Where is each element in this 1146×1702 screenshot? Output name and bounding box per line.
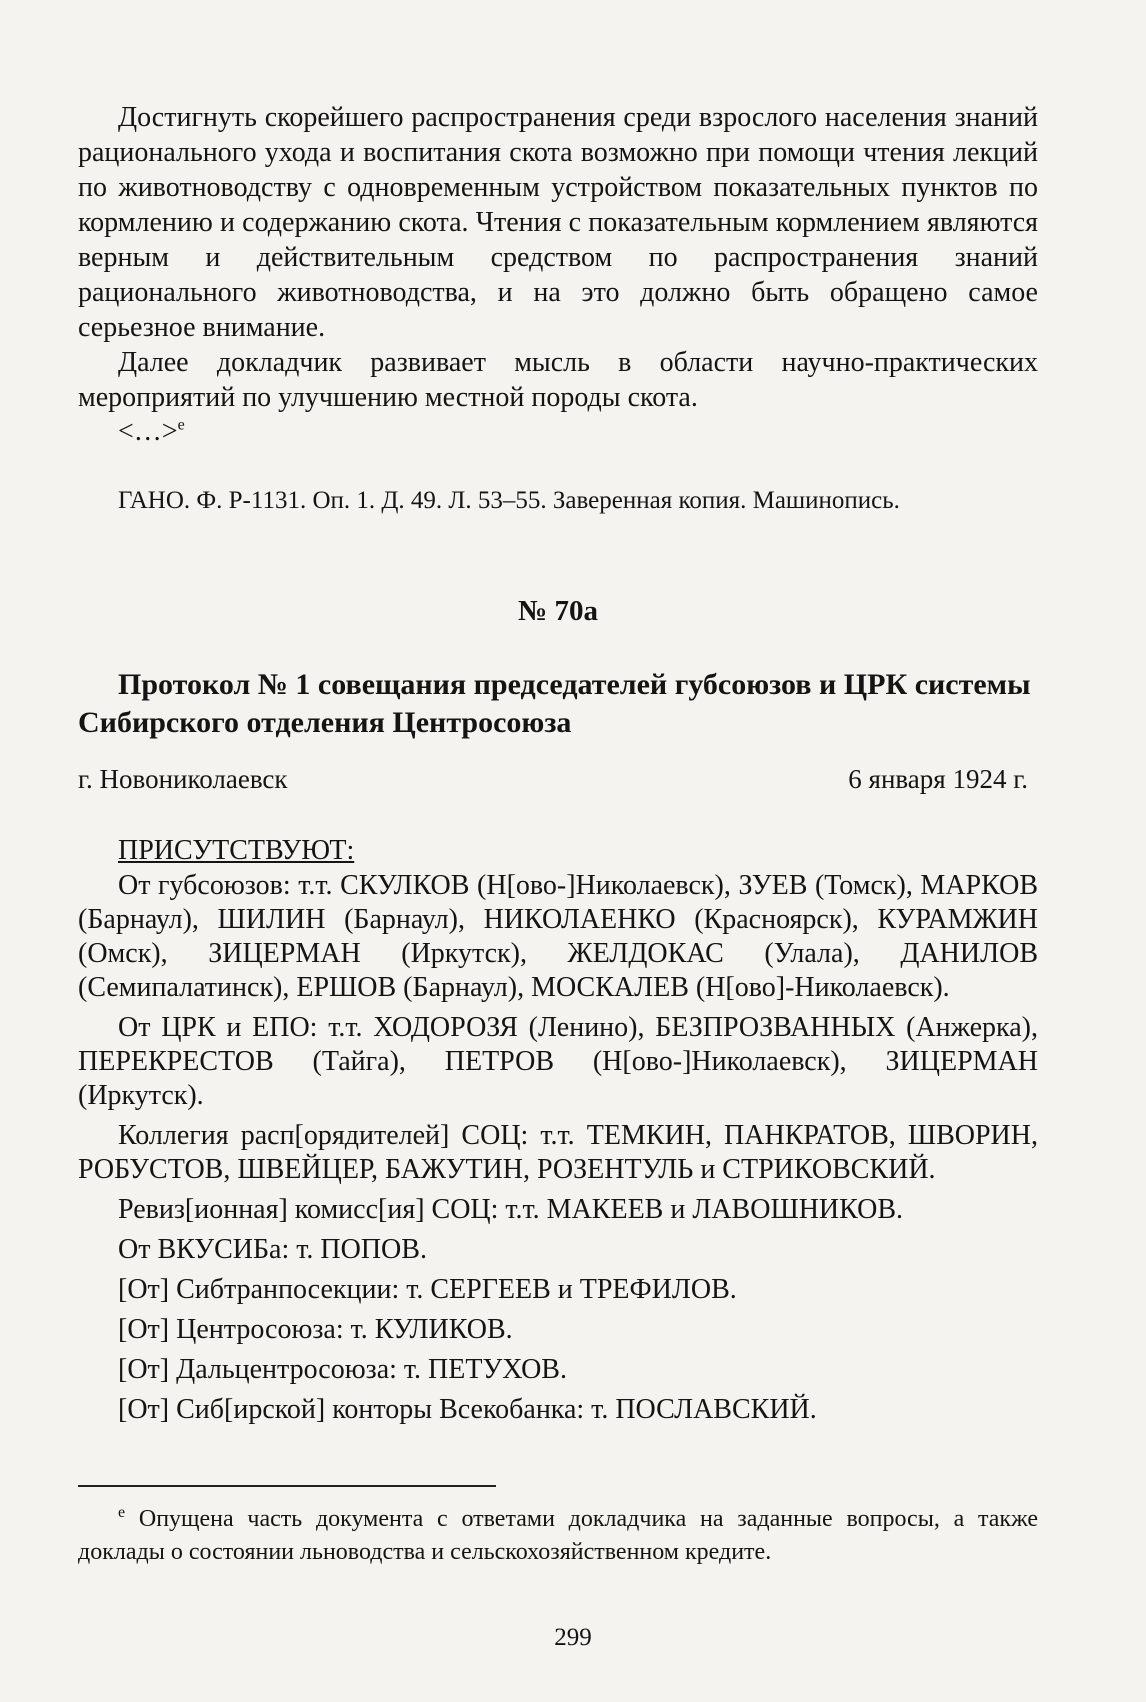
intro-paragraph: Достигнуть скорейшего распространения среди взрослого населения знаний рационального ухода и воспитания скота возможно при помощи чтения лекций по животноводству с одновременным устройством показательных пунктов по кормлению и содержанию скота. Чтения с показательным кормлением являются верным и действительным средством по распространения знаний рационального животноводства, и на это должно быть обращено самое серьезное внимание. bbox=[78, 102, 1038, 343]
document-date: 6 января 1924 г. bbox=[848, 764, 1028, 794]
document-number: № 70а bbox=[518, 595, 598, 627]
attendee-group: Ревиз[ионная] комисс[ия] СОЦ: т.т. МАКЕЕВ и ЛАВОШНИКОВ. bbox=[118, 1194, 904, 1225]
attendees-list bbox=[78, 869, 1038, 1427]
footnote-mark: е bbox=[118, 1504, 126, 1521]
omission-text: <…> bbox=[118, 416, 178, 447]
intro-paragraph: Далее докладчик развивает мысль в области научно-практических мероприятий по улучшению местной породы скота. bbox=[78, 347, 1038, 413]
page-number: 299 bbox=[554, 1624, 592, 1651]
attendee-group: От губсоюзов: т.т. СКУЛКОВ (Н[ово-]Николаевск), ЗУЕВ (Томск), МАРКОВ (Барнаул), ШИЛИН (Барнаул), НИКОЛАЕНКО (Красноярск), КУРАМЖИН (Омск), ЗИЦЕРМАН (Иркутск), ЖЕЛДОКАС (Улала), ДАНИЛОВ (Семипалатинск), ЕРШОВ (Барнаул), МОСКАЛЕВ (Н[ово]-Николаевск). bbox=[78, 870, 1038, 1003]
footnote-text: Опущена часть документа с ответами докладчика на заданные вопросы, а также доклады о состоянии льноводства и сельскохозяйственном кредите. bbox=[78, 1506, 1038, 1565]
footnote-divider bbox=[78, 1485, 496, 1487]
attendee-group: От ВКУСИБа: т. ПОПОВ. bbox=[118, 1234, 427, 1265]
document-place: г. Новониколаевск bbox=[78, 764, 288, 794]
attendee-group: От ЦРК и ЕПО: т.т. ХОДОРОЗЯ (Ленино), БЕЗПРОЗВАННЫХ (Анжерка), ПЕРЕКРЕСТОВ (Тайга), ПЕТРОВ (Н[ово-]Николаевск), ЗИЦЕРМАН (Иркутск). bbox=[78, 1012, 1038, 1111]
attendee-group: [От] Сиб[ирской] конторы Всекобанка: т. ПОСЛАВСКИЙ. bbox=[118, 1394, 817, 1425]
omission-marker bbox=[118, 415, 1038, 449]
archive-reference: ГАНО. Ф. Р-1131. Оп. 1. Д. 49. Л. 53–55. Заверенная копия. Машинопись. bbox=[118, 487, 900, 514]
document-title: Протокол № 1 совещания председателей губсоюзов и ЦРК системы Сибирского отделения Центросоюза bbox=[78, 668, 1031, 739]
attendee-group: Коллегия расп[орядителей] СОЦ: т.т. ТЕМКИН, ПАНКРАТОВ, ШВОРИН, РОБУСТОВ, ШВЕЙЦЕР, БАЖУТИН, РОЗЕНТУЛЬ и СТРИКОВСКИЙ. bbox=[78, 1120, 1038, 1185]
attendee-group: [От] Центросоюза: т. КУЛИКОВ. bbox=[118, 1314, 513, 1345]
footnote-reference: е bbox=[177, 416, 185, 434]
place-date-line bbox=[78, 764, 1038, 795]
footnote bbox=[78, 1503, 1038, 1569]
attendee-group: [От] Сибтранпосекции: т. СЕРГЕЕВ и ТРЕФИЛОВ. bbox=[118, 1274, 737, 1305]
attendee-group: [От] Дальцентросоюза: т. ПЕТУХОВ. bbox=[118, 1354, 567, 1385]
present-heading: ПРИСУТСТВУЮТ: bbox=[118, 835, 355, 866]
page-content bbox=[78, 100, 1038, 1569]
